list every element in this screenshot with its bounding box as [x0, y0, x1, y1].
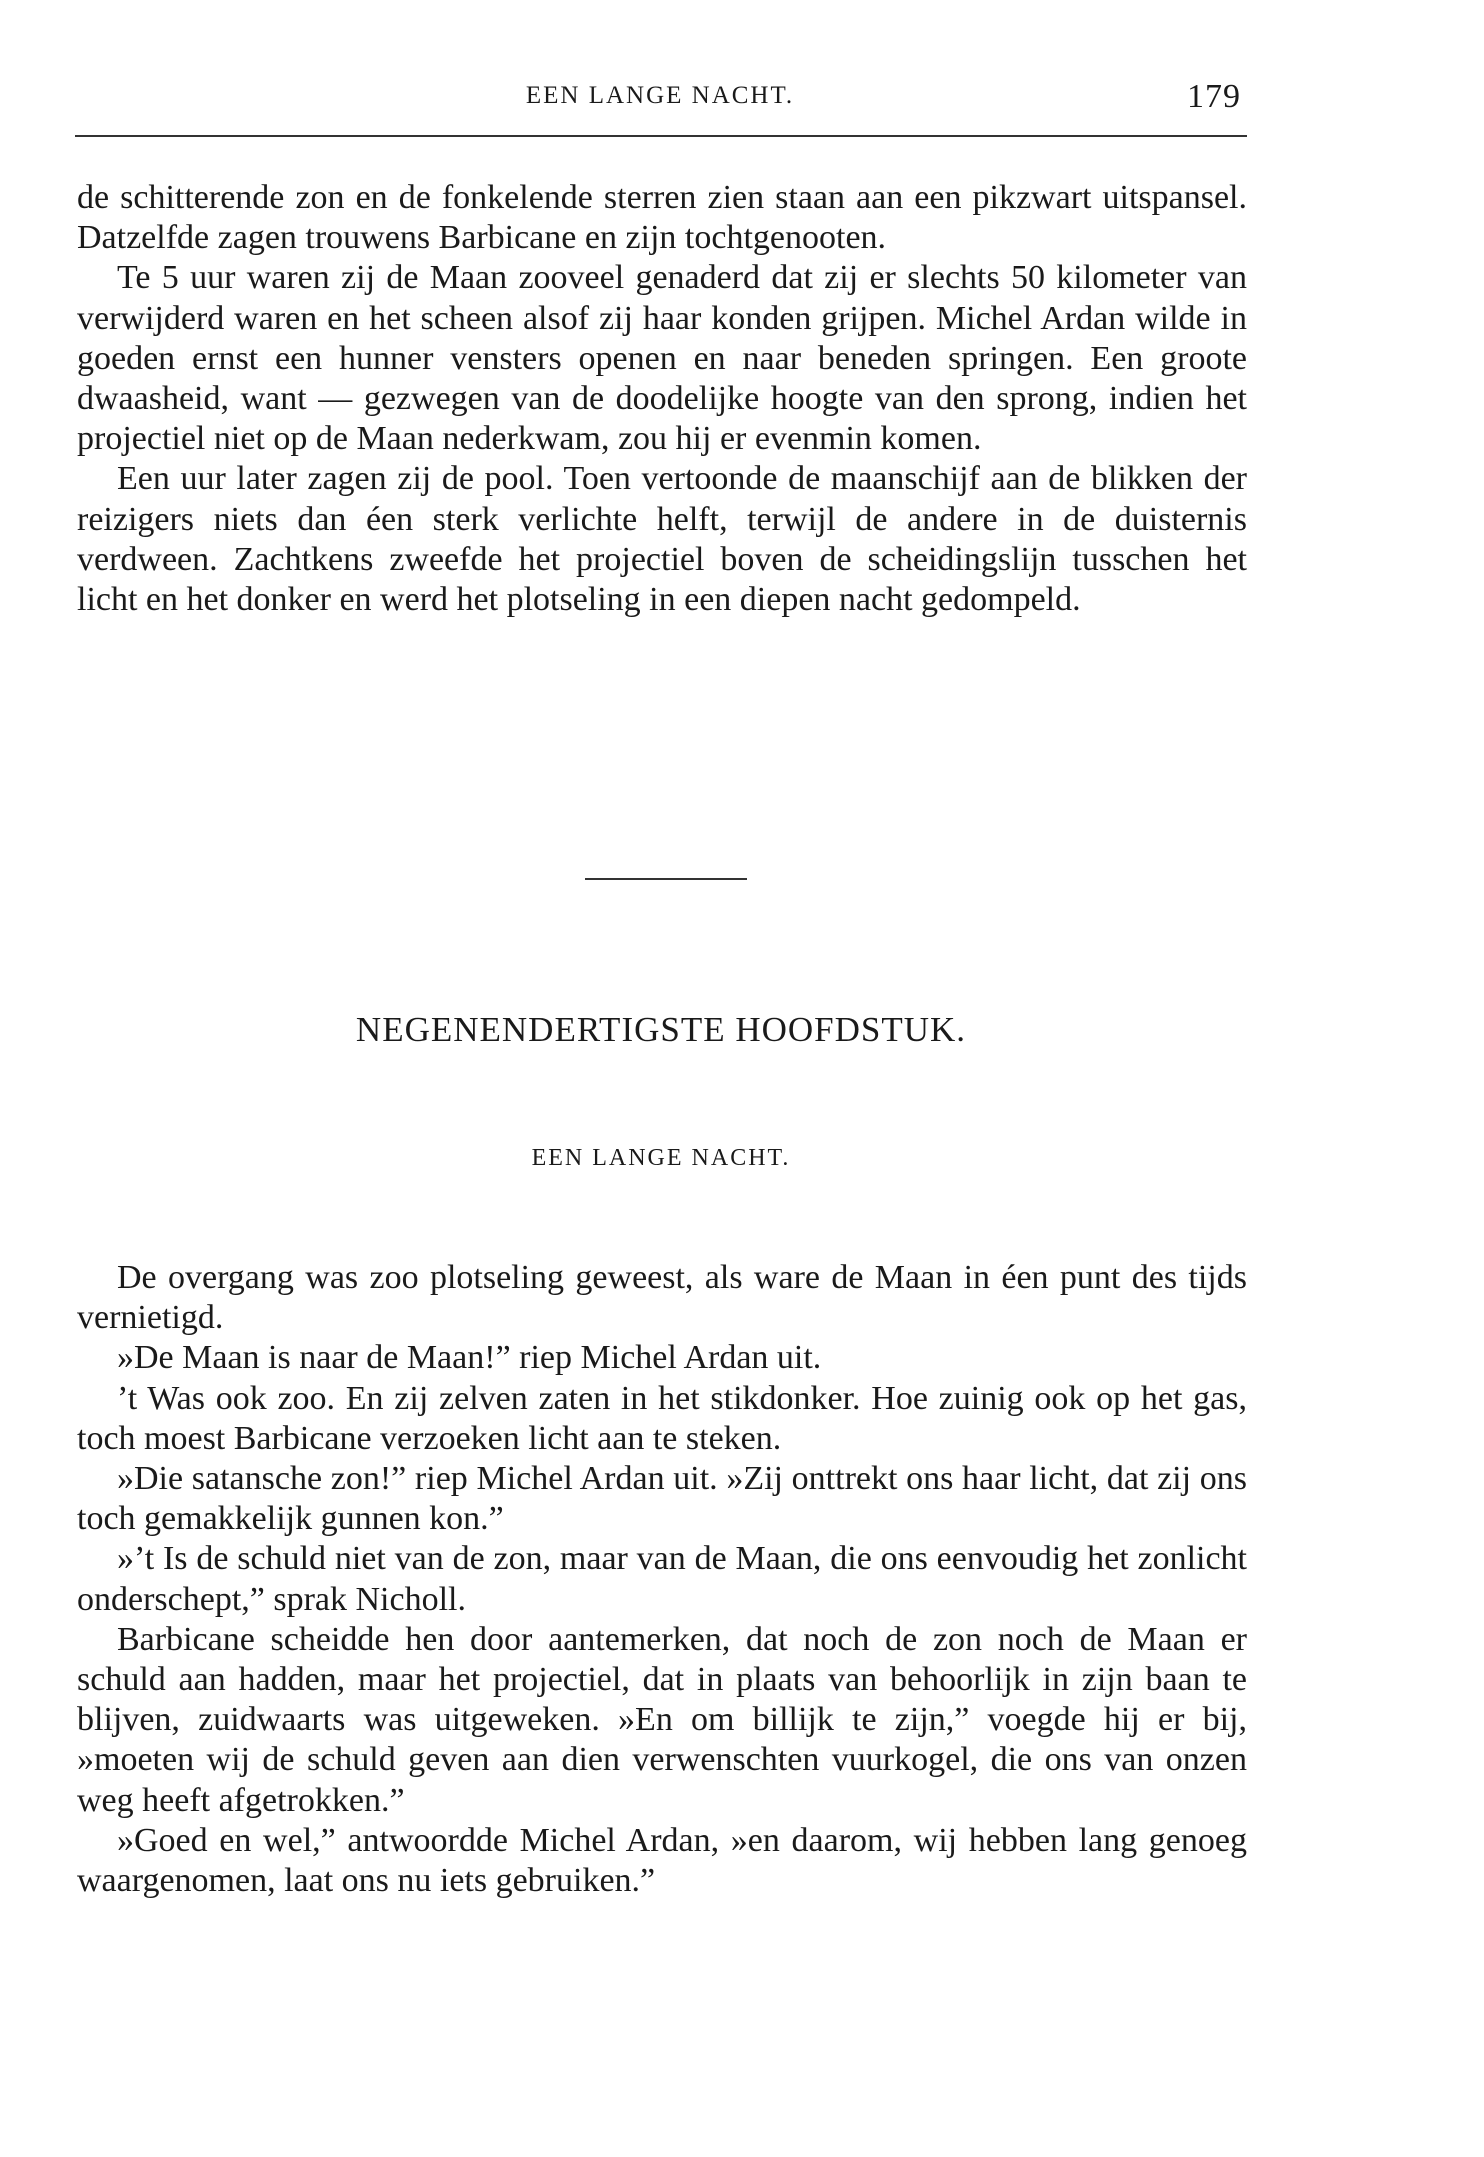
running-head-title: EEN LANGE NACHT. — [525, 82, 795, 109]
previous-section-text — [77, 178, 1247, 620]
page-number: 179 — [1187, 78, 1241, 115]
paragraph: »De Maan is naar de Maan!” riep Michel Ardan uit. — [117, 1339, 822, 1377]
running-head — [75, 78, 1245, 118]
paragraph: De overgang was zoo plotseling geweest, als ware de Maan in éen punt des tijds vernietigd. — [77, 1259, 1247, 1337]
paragraph: »’t Is de schuld niet van de zon, maar van de Maan, die ons eenvoudig het zonlicht onderschept,” sprak Nicholl. — [77, 1540, 1247, 1618]
chapter-text — [77, 1258, 1247, 1901]
chapter-heading: NEGENENDERTIGSTE HOOFDSTUK. — [355, 1010, 967, 1049]
paragraph: »Die satansche zon!” riep Michel Ardan uit. »Zij onttrekt ons haar licht, dat zij ons toch gemakkelijk gunnen kon.” — [77, 1460, 1247, 1538]
paragraph: ’t Was ook zoo. En zij zelven zaten in het stikdonker. Hoe zuinig ook op het gas, toch moest Barbicane verzoeken licht aan te steken. — [77, 1379, 1247, 1457]
paragraph: Te 5 uur waren zij de Maan zooveel genaderd dat zij er slechts 50 kilometer van verwijderd waren en het scheen alsof zij haar konden grijpen. Michel Ardan wilde in goeden ernst een hunner vensters openen en naar beneden springen. Een groote dwaasheid, want — gezwegen van de doodelijke hoogte van den sprong, indien het projectiel niet op de Maan nederkwam, zou hij er evenmin komen. — [77, 259, 1247, 458]
paragraph: »Goed en wel,” antwoordde Michel Ardan, »en daarom, wij hebben lang genoeg waargenomen, laat ons nu iets gebruiken.” — [77, 1821, 1247, 1900]
running-head-rule — [75, 135, 1247, 137]
section-divider — [585, 878, 747, 880]
paragraph: de schitterende zon en de fonkelende sterren zien staan aan een pikzwart uitspansel. Datzelfde zagen trouwens Barbicane en zijn tochtgenooten. — [77, 179, 1247, 257]
paragraph: Een uur later zagen zij de pool. Toen vertoonde de maanschijf aan de blikken der reizigers niets dan éen sterk verlichte helft, terwijl de andere in de duisternis verdween. Zachtkens zweefde het projectiel boven de scheidingslijn tusschen het licht en het donker en werd het plotseling in een diepen nacht gedompeld. — [77, 460, 1247, 619]
paragraph: Barbicane scheidde hen door aantemerken, dat noch de zon noch de Maan er schuld aan hadden, maar het projectiel, dat in plaats van behoorlijk in zijn baan te blijven, zuidwaarts was uitgeweken. »En om billijk te zijn,” voegde hij er bij, »moeten wij de schuld geven aan dien verwenschten vuurkogel, die ons van onzen weg heeft afgetrokken.” — [77, 1620, 1247, 1819]
chapter-subtitle: EEN LANGE NACHT. — [531, 1145, 791, 1171]
